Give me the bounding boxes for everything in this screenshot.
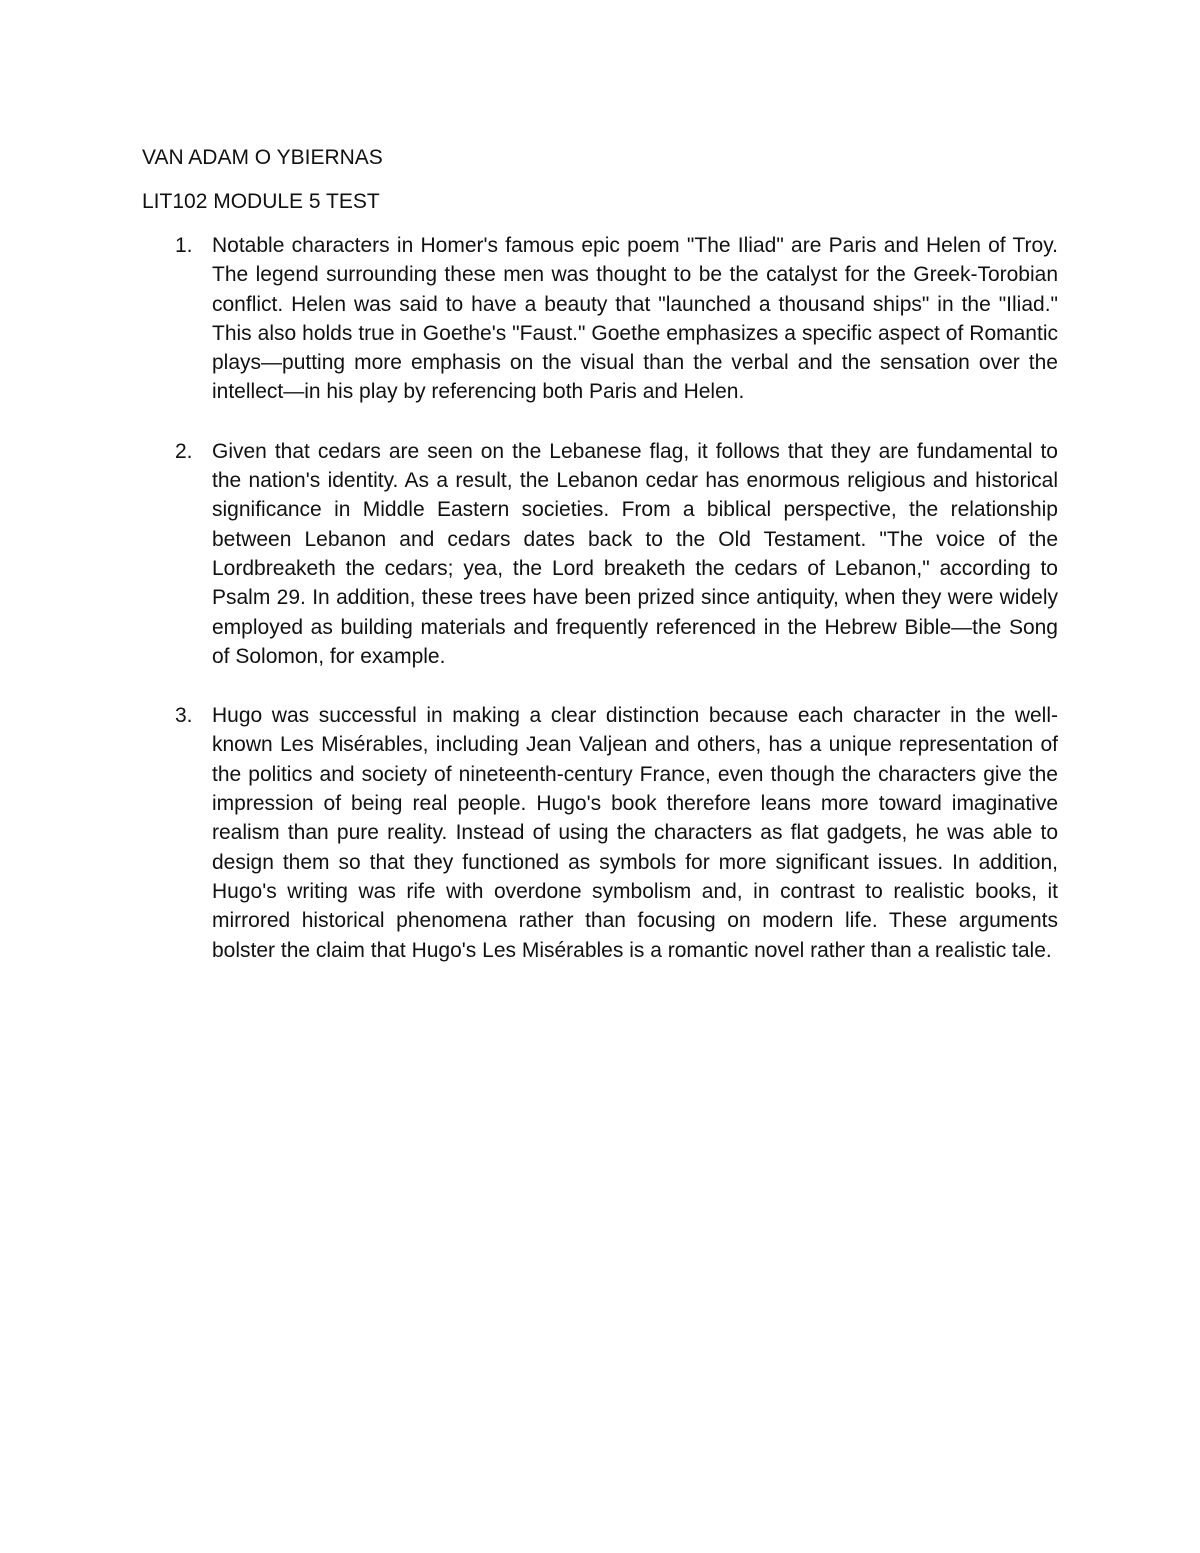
test-title: LIT102 MODULE 5 TEST — [142, 190, 380, 213]
answer-item — [175, 701, 1058, 965]
answer-number: 3. — [175, 704, 193, 728]
answer-text: Hugo was successful in making a clear distinction because each character in the well-known Les Misérables, including Jean Valjean and others, has a unique representation of the politics and society of nineteenth-century France, even though the characters give the impression of being real people. Hugo's book therefore leans more toward imaginative realism than pure reality. Instead of using the characters as flat gadgets, he was able to design them so that they functioned as symbols for more significant issues. In addition, Hugo's writing was rife with overdone symbolism and, in contrast to realistic books, it mirrored historical phenomena rather than focusing on modern life. These arguments bolster the claim that Hugo's Les Misérables is a romantic novel rather than a realistic tale. — [212, 704, 1058, 962]
answer-item — [175, 437, 1058, 671]
answer-list — [175, 231, 1058, 995]
answer-text: Notable characters in Homer's famous epic poem "The Iliad" are Paris and Helen of Troy. The legend surrounding these men was thought to be the catalyst for the Greek-Torobian conflict. Helen was said to have a beauty that "launched a thousand ships" in the "Iliad." This also holds true in Goethe's "Faust." Goethe emphasizes a specific aspect of Romantic plays—putting more emphasis on the visual than the verbal and the sensation over the intellect—in his play by referencing both Paris and Helen. — [212, 234, 1058, 404]
answer-item — [175, 231, 1058, 407]
answer-number: 2. — [175, 439, 193, 463]
author-name: VAN ADAM O YBIERNAS — [142, 146, 383, 169]
answer-text: Given that cedars are seen on the Lebanese flag, it follows that they are fundamental to the nation's identity. As a result, the Lebanon cedar has enormous religious and historical significance in Middle Eastern societies. From a biblical perspective, the relationship between Lebanon and cedars dates back to the Old Testament. "The voice of the Lordbreaketh the cedars; yea, the Lord breaketh the cedars of Lebanon," according to Psalm 29. In addition, these trees have been prized since antiquity, when they were widely employed as building materials and frequently referenced in the Hebrew Bible—the Song of Solomon, for example. — [212, 439, 1058, 668]
answer-number: 1. — [175, 234, 193, 257]
